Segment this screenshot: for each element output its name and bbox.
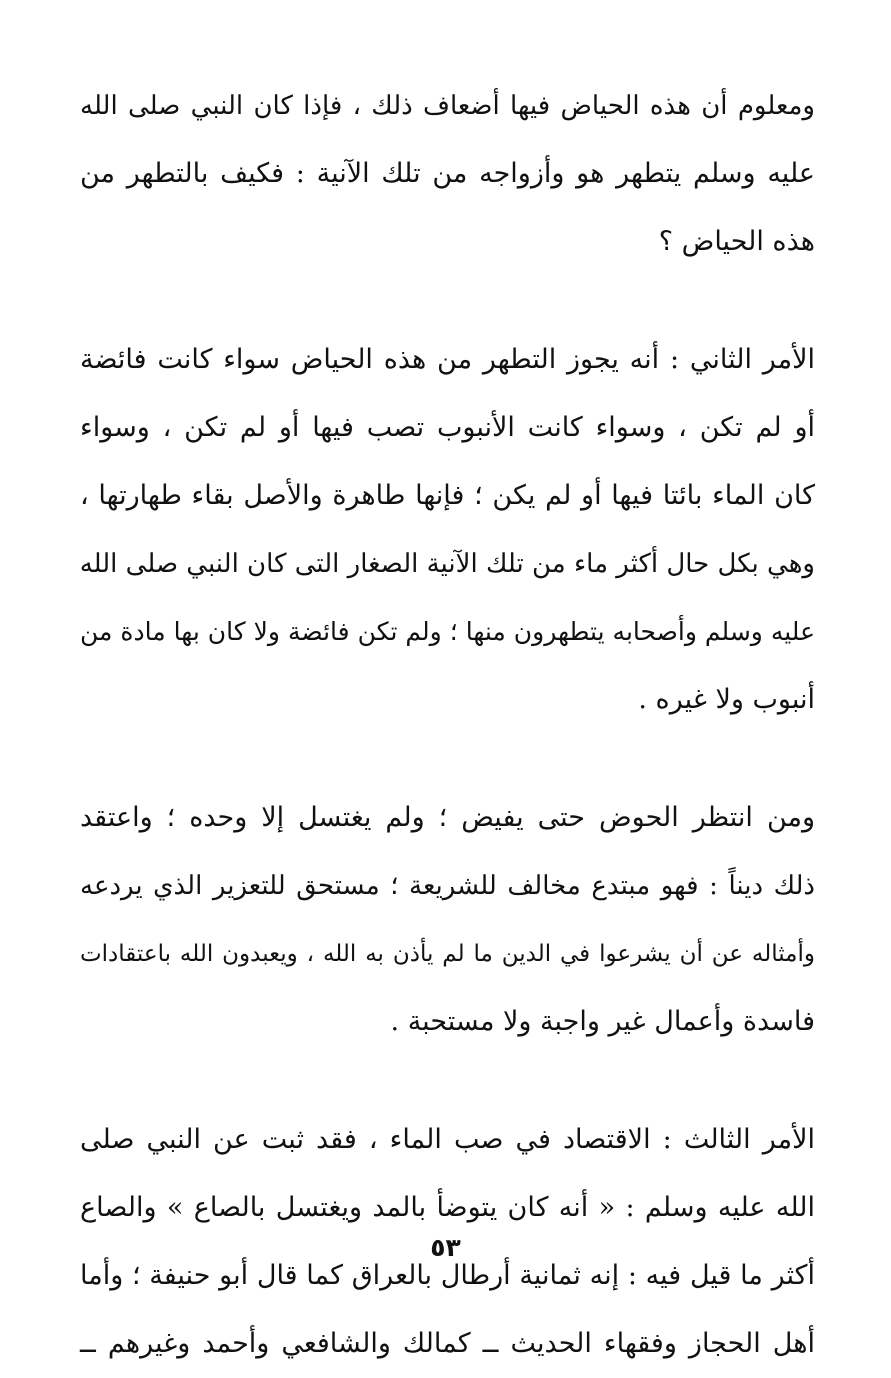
paragraph-2 <box>80 326 815 734</box>
text-line: هذه الحياض ؟ <box>658 226 815 257</box>
text-line: أو لم تكن ، وسواء كانت الأنبوب تصب فيها أو لم تكن ، وسواء <box>80 412 815 443</box>
text-line: الأمر الثالث : الاقتصاد في صب الماء ، فقد ثبت عن النبي صلى <box>80 1124 815 1155</box>
text-line: وأمثاله عن أن يشرعوا في الدين ما لم يأذن به الله ، ويعبدون الله باعتقادات <box>80 941 815 967</box>
paragraph-gap <box>80 276 815 326</box>
text-line: عليه وسلم وأصحابه يتطهرون منها ؛ ولم تكن فائضة ولا كان بها مادة من <box>80 617 815 646</box>
text-line: أكثر ما قيل فيه : إنه ثمانية أرطال بالعراق كما قال أبو حنيفة ؛ وأما <box>80 1260 815 1291</box>
text-line: عليه وسلم يتطهر هو وأزواجه من تلك الآنية : فكيف بالتطهر من <box>80 158 815 189</box>
text-line: أهل الحجاز وفقهاء الحديث ــ كمالك والشافعي وأحمد وغيرهم ــ <box>80 1328 815 1359</box>
paragraph-3 <box>80 784 815 1056</box>
text-line: الأمر الثاني : أنه يجوز التطهر من هذه الحياض سواء كانت فائضة <box>80 344 815 375</box>
paragraph-1 <box>80 72 815 276</box>
paragraph-gap <box>80 1056 815 1106</box>
text-line: ذلك ديناً : فهو مبتدع مخالف للشريعة ؛ مستحق للتعزير الذي يردعه <box>80 871 815 901</box>
page-number: ٥٣ <box>430 1233 461 1262</box>
paragraph-gap <box>80 734 815 784</box>
text-line: أنبوب ولا غيره . <box>638 684 815 715</box>
text-line: ومن انتظر الحوض حتى يفيض ؛ ولم يغتسل إلا وحده ؛ واعتقد <box>80 802 815 833</box>
text-line: ومعلوم أن هذه الحياض فيها أضعاف ذلك ، فإذا كان النبي صلى الله <box>80 91 815 121</box>
text-line: الله عليه وسلم : « أنه كان يتوضأ بالمد ويغتسل بالصاع » والصاع <box>80 1192 815 1223</box>
text-line: كان الماء بائتا فيها أو لم يكن ؛ فإنها طاهرة والأصل بقاء طهارتها ، <box>80 480 815 511</box>
page-body <box>80 72 815 1378</box>
text-line: وهي بكل حال أكثر ماء من تلك الآنية الصغار التى كان النبي صلى الله <box>79 549 815 579</box>
text-line: فاسدة وأعمال غير واجبة ولا مستحبة . <box>390 1006 815 1037</box>
